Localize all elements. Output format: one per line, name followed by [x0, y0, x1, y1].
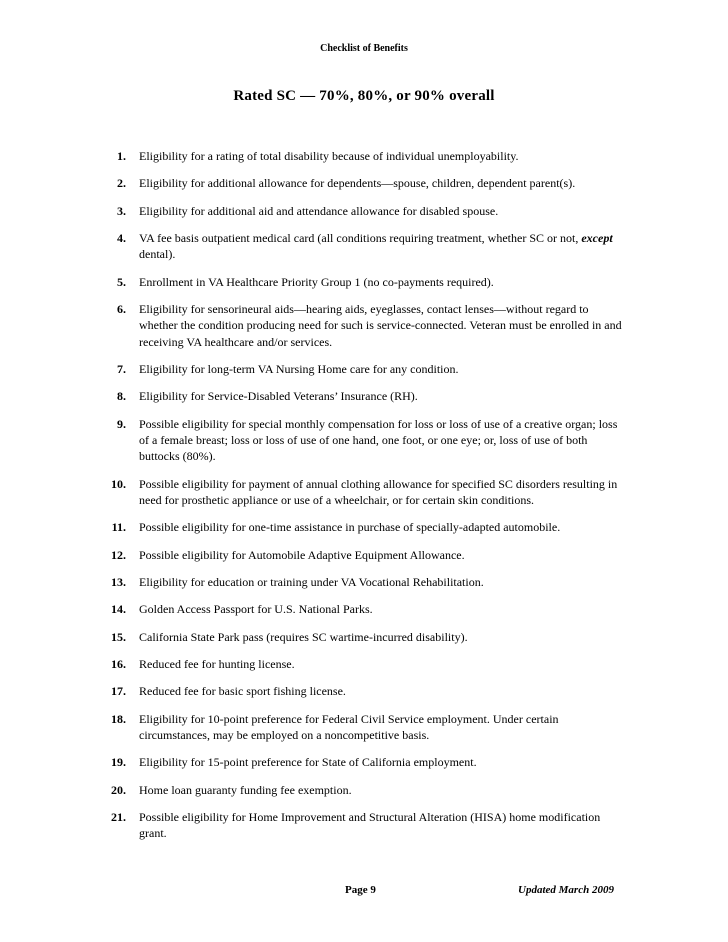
section-heading: Rated SC — 70%, 80%, or 90% overall — [233, 88, 495, 104]
checklist-item-11 — [100, 519, 630, 535]
item-number: 2. — [117, 176, 126, 191]
item-number: 13. — [111, 574, 126, 589]
item-text: Possible eligibility for Home Improvement and Structural Alteration (HISA) home modification grant. — [139, 810, 601, 841]
item-text: Eligibility for 15-point preference for State of California employment. — [139, 755, 477, 770]
item-text: Possible eligibility for Automobile Adaptive Equipment Allowance. — [139, 547, 465, 562]
item-text: Home loan guaranty funding fee exemption. — [139, 782, 352, 797]
item-number: 14. — [111, 602, 126, 617]
item-text: Enrollment in VA Healthcare Priority Group 1 (no co-payments required). — [139, 274, 494, 289]
checklist-item-10 — [100, 476, 630, 508]
benefits-checklist — [100, 148, 630, 853]
checklist-item-21 — [100, 809, 630, 841]
item-number: 18. — [111, 711, 126, 726]
item-number: 7. — [117, 361, 126, 376]
checklist-item-9 — [100, 416, 630, 465]
checklist-item-19 — [100, 754, 630, 770]
item-text: California State Park pass (requires SC wartime-incurred disability). — [139, 629, 468, 644]
checklist-item-14 — [100, 601, 630, 617]
checklist-item-1 — [100, 148, 630, 164]
item-text: Eligibility for education or training under VA Vocational Rehabilitation. — [139, 574, 484, 589]
checklist-item-17 — [100, 683, 630, 699]
item-text: Reduced fee for hunting license. — [139, 657, 295, 672]
checklist-item-3 — [100, 203, 630, 219]
checklist-item-13 — [100, 574, 630, 590]
item-number: 8. — [117, 389, 126, 404]
item-text: Eligibility for additional allowance for dependents—spouse, children, dependent parent(s). — [139, 176, 576, 191]
item-number: 19. — [111, 755, 126, 770]
item-text: Eligibility for a rating of total disability because of individual unemployability. — [139, 149, 519, 163]
item-text: Eligibility for 10-point preference for Federal Civil Service employment. Under certain circumstances, may be employed on a noncompetitive basis. — [139, 711, 559, 743]
item-text: Reduced fee for basic sport fishing license. — [139, 684, 346, 699]
item-number: 17. — [111, 684, 126, 699]
item-number: 1. — [117, 149, 126, 163]
updated-date: Updated March 2009 — [518, 884, 614, 896]
checklist-item-5 — [100, 274, 630, 290]
checklist-item-20 — [100, 782, 630, 798]
checklist-item-12 — [100, 547, 630, 563]
item-text: Eligibility for Service-Disabled Veterans’ Insurance (RH). — [139, 389, 418, 404]
item-text — [126, 230, 630, 262]
item-text: Possible eligibility for special monthly compensation for loss or loss of use of a creative organ; loss of a female breast; loss or loss of use of one hand, one foot, or one eye; or, loss of use of both buttocks (80%). — [139, 416, 618, 464]
item-text-emphasis: except — [581, 231, 613, 246]
checklist-item-18 — [100, 711, 630, 743]
item-text-end: dental). — [139, 247, 176, 262]
item-text: Eligibility for sensorineural aids—hearing aids, eyeglasses, contact lenses—without regard to whether the condition producing need for such is service-connected. Veteran must be enrolled in and receiving VA healthcare and/or services. — [139, 302, 622, 349]
item-number: 15. — [111, 629, 126, 644]
checklist-item-8 — [100, 388, 630, 404]
item-number: 4. — [117, 231, 126, 246]
item-number: 16. — [111, 657, 126, 672]
item-text: Eligibility for additional aid and attendance allowance for disabled spouse. — [139, 203, 499, 218]
item-number: 3. — [117, 203, 126, 218]
checklist-item-7 — [100, 361, 630, 377]
item-text: Possible eligibility for payment of annual clothing allowance for specified SC disorders resulting in need for prosthetic appliance or use of a wheelchair, or for certain skin conditions. — [139, 476, 618, 507]
checklist-item-15 — [100, 629, 630, 645]
item-number: 11. — [111, 520, 126, 535]
item-number: 20. — [111, 782, 126, 797]
checklist-item-4 — [100, 230, 630, 262]
checklist-item-6 — [100, 301, 630, 350]
checklist-item-16 — [100, 656, 630, 672]
item-number: 10. — [111, 476, 126, 491]
item-number: 21. — [111, 810, 126, 825]
item-number: 5. — [117, 274, 126, 289]
page-footer — [0, 884, 728, 900]
checklist-item-2 — [100, 175, 630, 191]
item-text-start: VA fee basis outpatient medical card (all conditions requiring treatment, whether SC or not, — [139, 231, 579, 246]
item-text: Possible eligibility for one-time assistance in purchase of specially-adapted automobile. — [139, 520, 561, 535]
item-text: Golden Access Passport for U.S. National Parks. — [139, 602, 373, 617]
item-text: Eligibility for long-term VA Nursing Home care for any condition. — [139, 361, 459, 376]
item-number: 9. — [117, 416, 126, 431]
page-number: Page 9 — [345, 884, 376, 896]
item-number: 12. — [111, 547, 126, 562]
page-header: Checklist of Benefits — [320, 43, 408, 54]
item-number: 6. — [117, 302, 126, 317]
